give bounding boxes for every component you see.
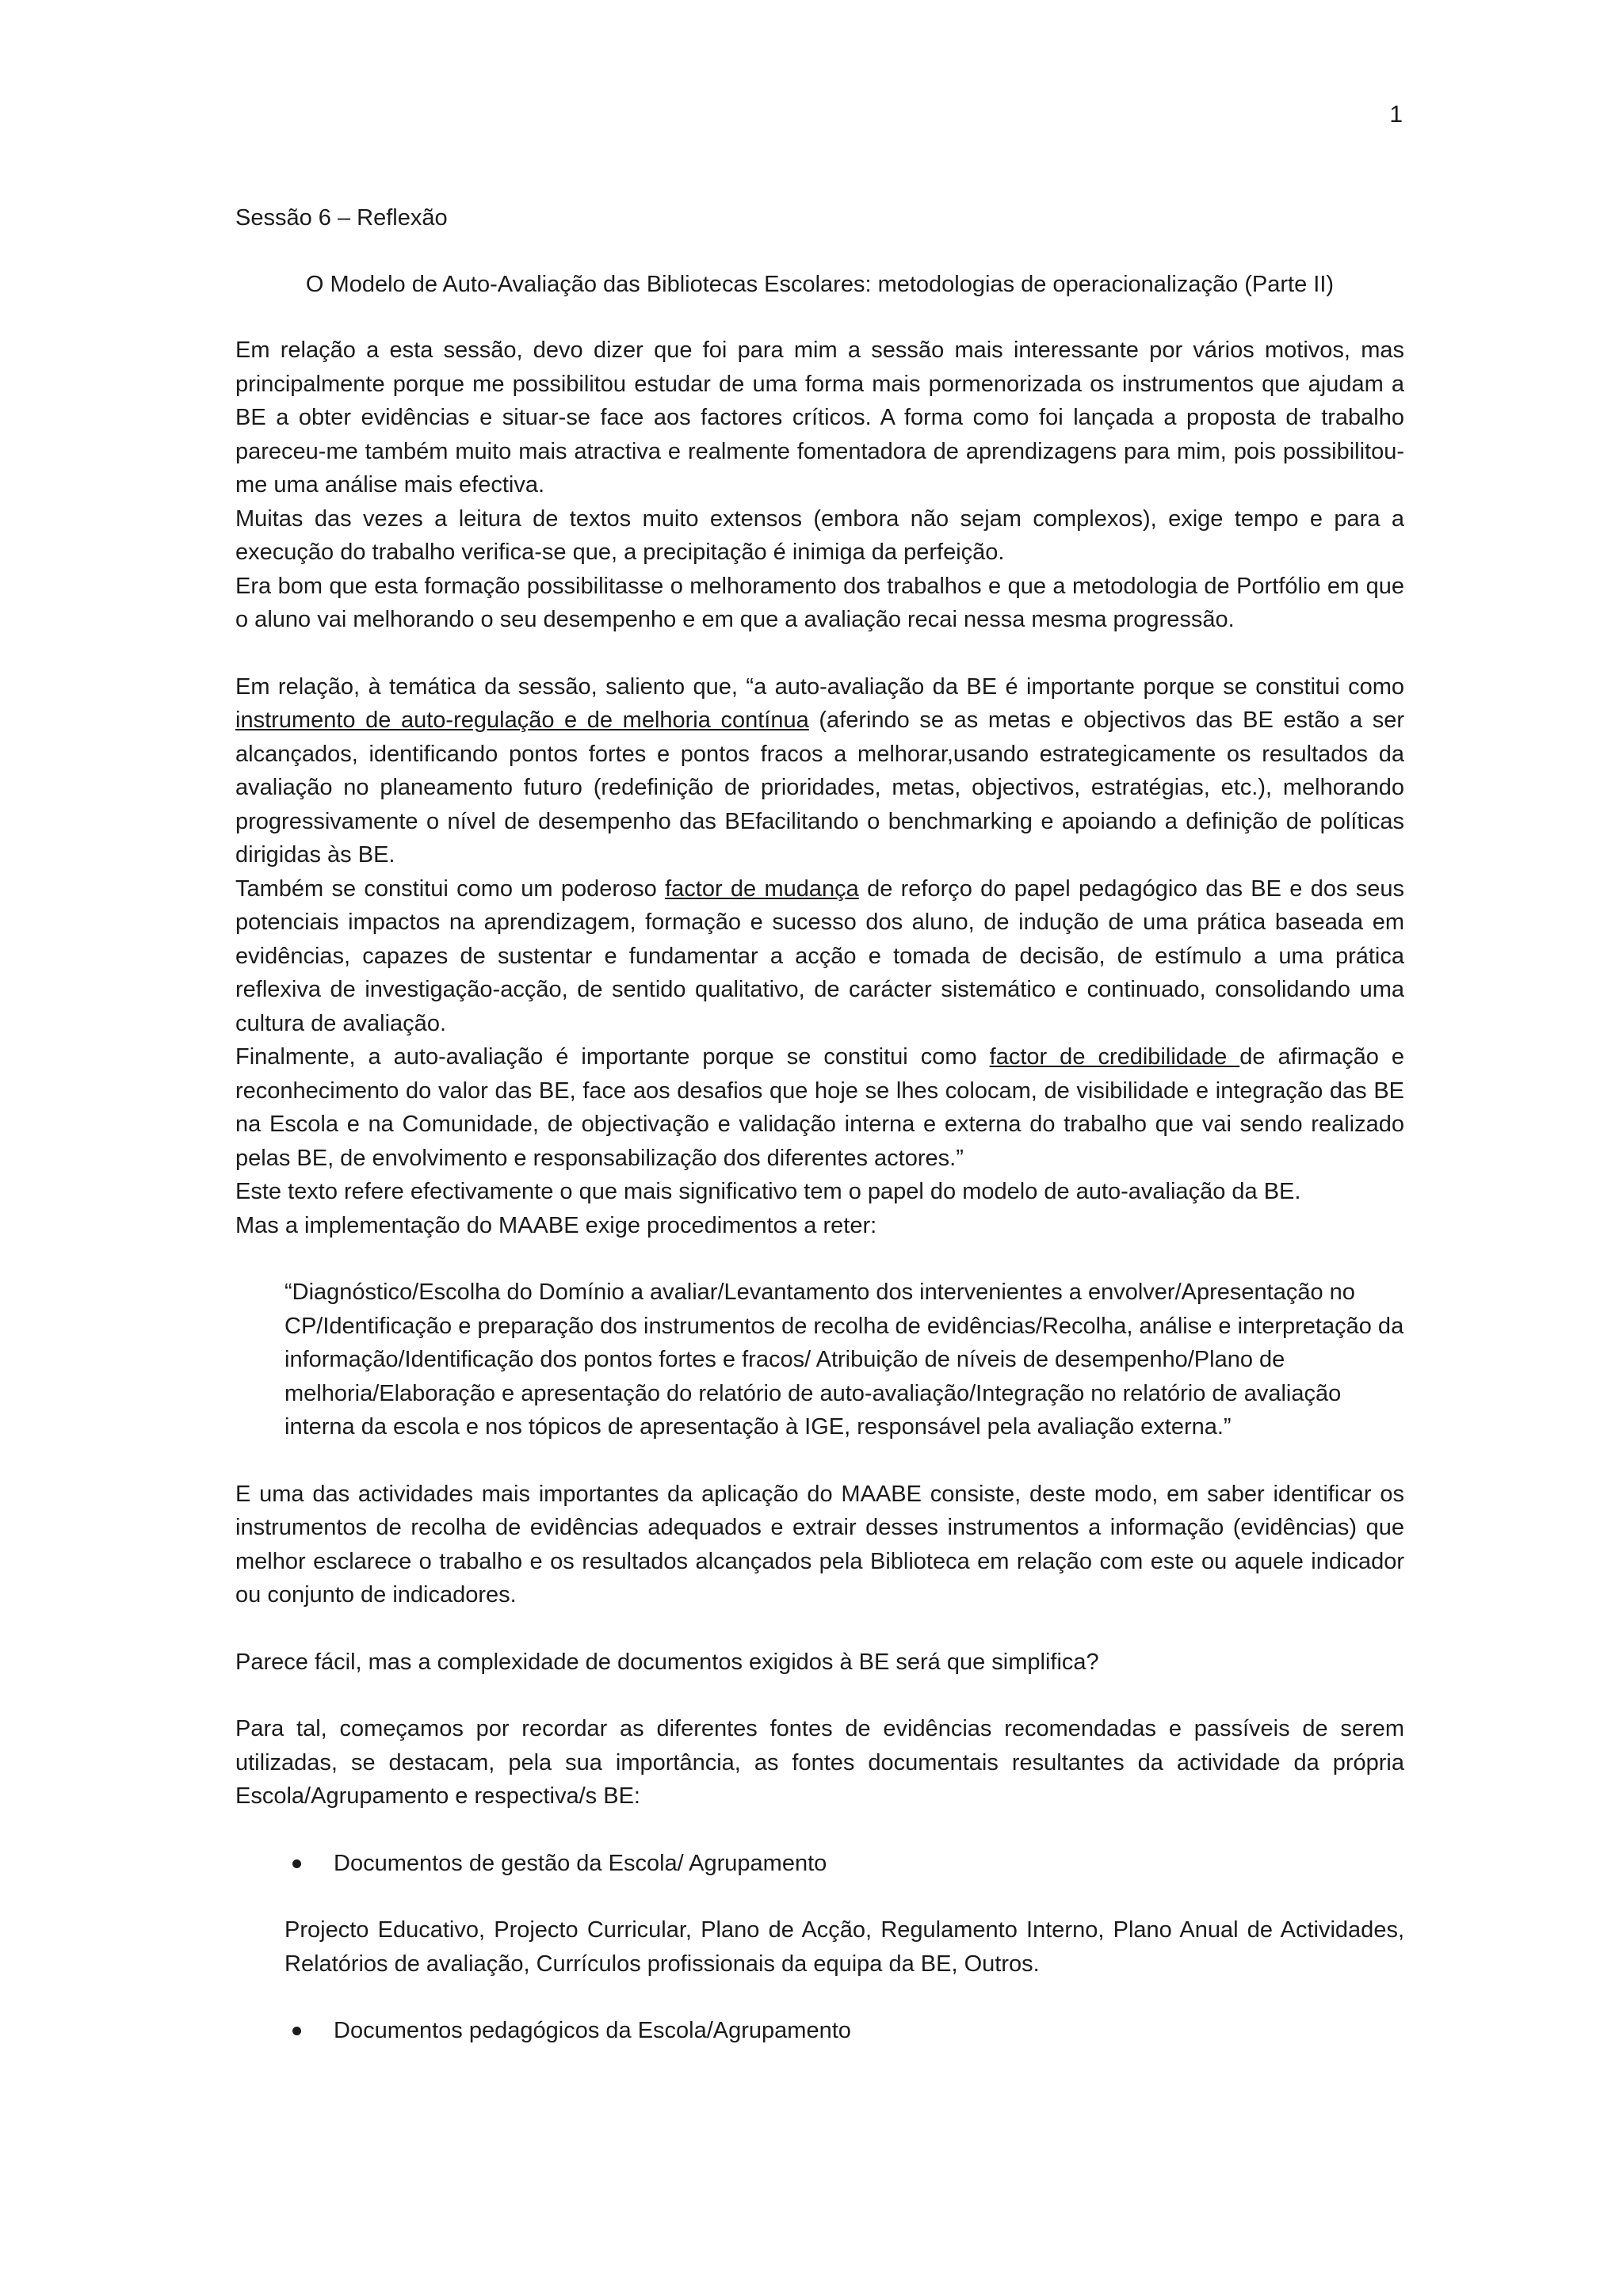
bullet-icon — [292, 2027, 301, 2035]
session-heading: Sessão 6 – Reflexão — [235, 205, 448, 231]
paragraph — [235, 670, 1404, 872]
paragraph: Mas a implementação do MAABE exige procedimentos a reter: — [235, 1212, 877, 1238]
underlined-phrase: factor de mudança — [665, 875, 859, 902]
paragraph: Era bom que esta formação possibilitasse o melhoramento dos trabalhos e que a metodologia de Portfólio em que o aluno vai melhorando o seu desempenho e em que a avaliação recai nessa mesma progressão. — [235, 573, 1404, 632]
paragraph-text: Finalmente, a auto-avaliação é importante porque se constitui como — [235, 1044, 990, 1070]
paragraph-text: de reforço do papel pedagógico das BE e dos seus potenciais impactos na aprendizagem, formação e sucesso dos aluno, de indução de uma prática baseada em evidências, capazes de sustentar e fundamentar a acção e tomada de decisão, de estímulo a uma prática reflexiva de investigação-acção, de sentido qualitativo, de carácter sistemático e continuado, consolidando uma cultura de avaliação. — [235, 875, 1404, 1036]
document-body — [235, 201, 1404, 2081]
paragraph — [235, 872, 1404, 1041]
list-item — [235, 2014, 1404, 2048]
paragraph: Para tal, começamos por recordar as diferentes fontes de evidências recomendadas e passíveis de serem utilizadas, se destacam, pela sua importância, as fontes documentais resultantes da actividade da própria Escola/Agrupamento e respectiva/s BE: — [235, 1716, 1404, 1809]
paragraph — [235, 1040, 1404, 1175]
block-quote: “Diagnóstico/Escolha do Domínio a avaliar/Levantamento dos intervenientes a envolver/Apresentação no CP/Identificação e preparação dos instrumentos de recolha de evidências/Recolha, análise e interpretação da informação/Identificação dos pontos fortes e fracos/ Atribuição de níveis de desempenho/Plano de melhoria/Elaboração e apresentação do relatório de auto-avaliação/Integração no relatório de avaliação interna da escola e nos tópicos de apresentação à IGE, responsável pela avaliação externa.” — [285, 1280, 1404, 1440]
paragraph: E uma das actividades mais importantes da aplicação do MAABE consiste, deste modo, em saber identificar os instrumentos de recolha de evidências adequados e extrair desses instrumentos a informação (evidências) que melhor esclarece o trabalho e os resultados alcançados pela Biblioteca em relação com este ou aquele indicador ou conjunto de indicadores. — [235, 1481, 1404, 1608]
list-item-detail: Projecto Educativo, Projecto Curricular, Plano de Acção, Regulamento Interno, Plano Anual de Actividades, Relatórios de avaliação, Currículos profissionais da equipa da BE, Outros. — [285, 1917, 1404, 1977]
page-number: 1 — [1389, 101, 1403, 128]
paragraph-text: Em relação, à temática da sessão, saliento que, “a auto-avaliação da BE é importante porque se constitui como — [235, 673, 1404, 700]
paragraph-text: (aferindo se as metas e objectivos das BE estão a ser alcançados, identificando pontos fortes e pontos fracos a melhorar,usando estrategicamente os resultados da avaliação no planeamento futuro (redefinição de prioridades, metas, objectivos, estratégias, etc.), melhorando progressivamente o nível de desempenho das BEfacilitando o benchmarking e apoiando a definição de políticas dirigidas às BE. — [235, 707, 1404, 868]
paragraph: Em relação a esta sessão, devo dizer que foi para mim a sessão mais interessante por vários motivos, mas principalmente porque me possibilitou estudar de uma forma mais pormenorizada os instrumentos que ajudam a BE a obter evidências e situar-se face aos factores críticos. A forma como foi lançada a proposta de trabalho pareceu-me também muito mais atractiva e realmente fomentadora de aprendizagens para mim, pois possibilitou-me uma análise mais efectiva. — [235, 338, 1404, 498]
paragraph: Muitas das vezes a leitura de textos muito extensos (embora não sejam complexos), exige tempo e para a execução do trabalho verifica-se que, a precipitação é inimiga da perfeição. — [235, 505, 1404, 565]
list-item-text: Documentos pedagógicos da Escola/Agrupamento — [334, 2018, 851, 2043]
paragraph: Parece fácil, mas a complexidade de documentos exigidos à BE será que simplifica? — [235, 1649, 1099, 1675]
paragraph-text: Também se constitui como um poderoso — [235, 875, 666, 902]
list-item — [235, 1847, 1404, 1881]
list-item-text: Documentos de gestão da Escola/ Agrupamento — [334, 1850, 827, 1876]
paragraph: Este texto refere efectivamente o que mais significativo tem o papel do modelo de auto-avaliação da BE. — [235, 1179, 1301, 1204]
underlined-phrase: instrumento de auto-regulação e de melhoria contínua — [235, 707, 809, 733]
paragraph-text: de afirmação e reconhecimento do valor das BE, face aos desafios que hoje se lhes colocam, de visibilidade e integração das BE na Escola e na Comunidade, de objectivação e validação interna e externa do trabalho que vai sendo realizado pelas BE, de envolvimento e responsabilização dos diferentes actores.” — [235, 1044, 1404, 1171]
underlined-phrase: factor de credibilidade — [989, 1044, 1240, 1070]
bullet-icon — [292, 1859, 301, 1868]
document-subtitle: O Modelo de Auto-Avaliação das Bibliotecas Escolares: metodologias de operacionalização (Parte II) — [305, 271, 1335, 297]
